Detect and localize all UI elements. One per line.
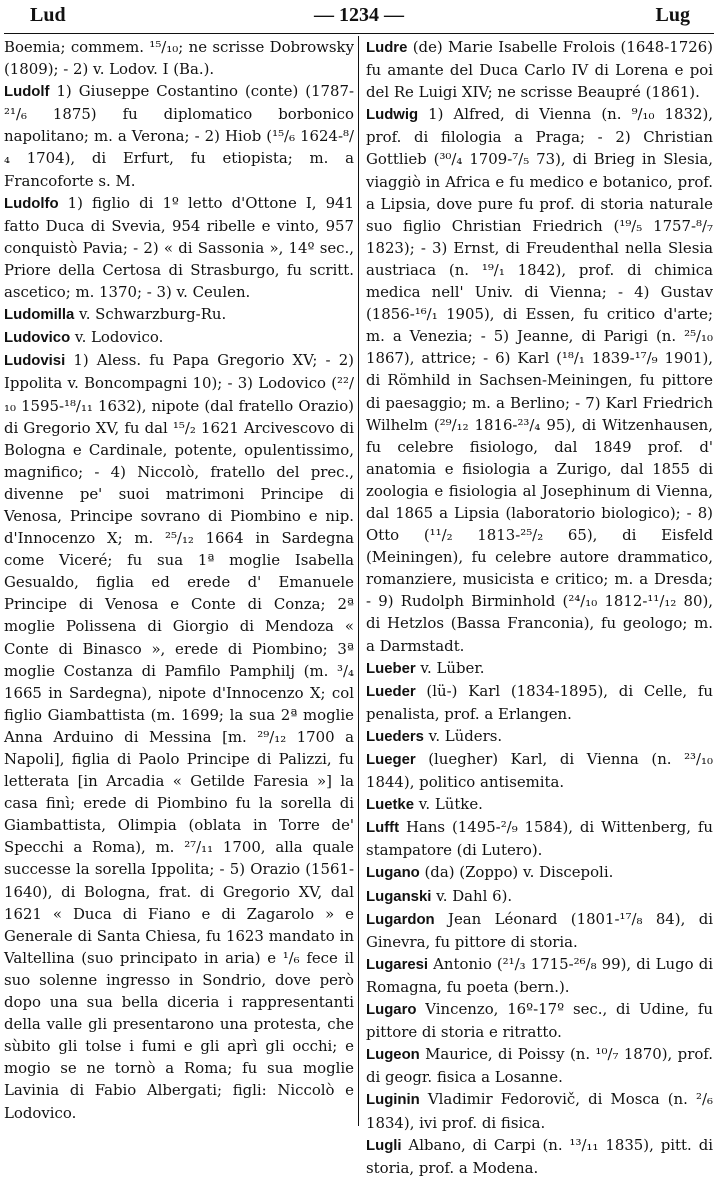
entry-headword: Ludomilla: [4, 307, 75, 324]
entry-text: Boemia; commem. ¹⁵/₁₀; ne scrisse Dobrowsky (1809); - 2) v. Lodov. I (Ba.).: [4, 38, 354, 79]
entry-headword: Ludolf: [4, 84, 50, 101]
entry-text: (lü-) Karl (1834-1895), di Celle, fu penalista, prof. a Erlangen.: [366, 681, 713, 723]
entry-text: (luegher) Karl, di Vienna (n. ²³/₁₀ 1844), politico antisemita.: [366, 750, 713, 792]
entry-text: Maurice, di Poissy (n. ¹⁰/₇ 1870), prof. di geogr. fisica a Losanne.: [366, 1045, 713, 1087]
dictionary-entry: [4, 192, 354, 303]
right-column: [366, 36, 713, 1177]
entry-text: v. Lodovico.: [70, 328, 164, 347]
dictionary-entry: [4, 80, 354, 191]
header-left-guideword: Lud: [30, 4, 66, 26]
entry-text: (da) (Zoppo) v. Discepoli.: [419, 863, 614, 882]
entry-text: 1) Aless. fu Papa Gregorio XV; - 2) Ippolita v. Boncompagni 10); - 3) Lodovico (²²/₁₀ 1595-¹⁸/₁₁ 1632), nipote (dal fratello Orazio) di Gregorio XV, fu dal ¹⁵/₂ 1621 Arcivescovo di Bologna e Cardinale, potente, opulentissimo, magnifico; - 4) Niccolò, fratello del prec., divenne pe' suoi matrimoni Principe di Venosa, Principe sovrano di Piombino e nip. d'Innocenzo X; m. ²⁵/₁₂ 1664 in Sardegna come Viceré; fu sua 1ª moglie Isabella Gesualdo, figlia ed erede d' Emanuele Principe di Venosa e Conte di Conza; 2ª moglie Polissena di Giorgio di Mendoza « Conte di Binasco », erede di Piombino; 3ª moglie Costanza di Pamfilo Pamphilj (m. ³/₄ 1665 in Sardegna), nipote d'Innocenzo X; col figlio Giambattista (m. 1699; la sua 2ª moglie Anna Arduino di Messina [m. ²⁹/₁₂ 1700 a Napoli], figlia di Paolo Principe di Palizzi, fu letterata [in Arcadia « Getilde Faresia »] la casa finì; erede di Piombino fu la sorella di Giambattista, Olimpia (oblata in Torre de' Specchi a Roma), m. ²⁷/₁₁ 1700, alla quale successe la sorella Ippolita; - 5) Orazio (1561-1640), di Bologna, frat. di Gregorio XV, dal 1621 « Duca di Fiano e di Zagarolo » e Generale di Santa Chiesa, fu 1623 mandato in Valtellina (suo principato in aria) e ¹/₆ fece il suo solenne ingresso in Sondrio, dove però dopo una sua bella diceria i rappresentanti della valle gli presentarono una protesta, che sùbito gli tolse i fumi e gli aprì gli occhi; e mogio se ne tornò a Roma; fu sua moglie Lavinia di Fabio Albergati; figli: Niccolò e Lodovico.: [4, 351, 354, 1122]
entry-text: Vincenzo, 16º-17º sec., di Udine, fu pittore di storia e ritratto.: [366, 1000, 713, 1042]
header-right-guideword: Lug: [655, 4, 690, 26]
dictionary-entry: [366, 861, 713, 884]
entry-headword: Lugaro: [366, 1002, 417, 1019]
entry-text: v. Lüber.: [415, 658, 485, 677]
entry-headword: Lugaresi: [366, 956, 429, 973]
entry-headword: Lueders: [366, 728, 424, 745]
entry-text: 1) figlio di 1º letto d'Ottone I, 941 fatto Duca di Svevia, 954 ribelle e vinto, 957 conquistò Pavia; - 2) « di Sassonia », 14º sec., Priore della Certosa di Strasburgo, fu scritt. ascetico; m. 1370; - 3) v. Ceulen.: [4, 193, 354, 302]
entry-headword: Lugardon: [366, 911, 435, 928]
entry-text: v. Lüders.: [423, 726, 503, 745]
dictionary-entry: [366, 657, 713, 680]
entry-headword: Luginin: [366, 1092, 420, 1109]
dictionary-entry: [366, 885, 713, 908]
dictionary-entry: [4, 349, 354, 1123]
header-rule: [4, 33, 714, 34]
dictionary-entry: [366, 908, 713, 953]
dictionary-entry: [366, 1134, 713, 1179]
entry-text: v. Schwarzburg-Ru.: [74, 305, 227, 324]
entry-headword: Lueger: [366, 752, 416, 768]
entry-headword: Ludovico: [4, 330, 71, 347]
entry-text: Antonio (²¹/₃ 1715-²⁶/₈ 99), di Lugo di Romagna, fu poeta (bern.).: [366, 954, 713, 996]
entry-headword: Luetke: [366, 797, 414, 814]
entry-text: 1) Giuseppe Costantino (conte) (1787-²¹/₆ 1875) fu diplomatico borbonico napolitano; m. a Verona; - 2) Hiob (¹⁵/₆ 1624-⁸/₄ 1704), di Erfurt, fu etiopista; m. a Francoforte s. M.: [4, 82, 354, 190]
entry-headword: Lugli: [366, 1137, 402, 1154]
left-column: [4, 36, 354, 1132]
entry-headword: Ludolfo: [4, 195, 59, 212]
dictionary-entry: [4, 36, 354, 80]
entry-text: 1) Alfred, di Vienna (n. ⁹/₁₀ 1832), prof. di filologia a Praga; - 2) Christian Gottlieb (³⁰/₄ 1709-⁷/₅ 73), di Brieg in Slesia, viaggiò in Africa e fu medico e botanico, prof. a Lipsia, dove pure fu prof. di storia naturale suo figlio Christian Friedrich (¹⁹/₅ 1757-⁸/₇ 1823); - 3) Ernst, di Freudenthal nella Slesia austriaca (n. ¹⁹/₁ 1842), prof. di chimica medica nell' Univ. di Vienna; - 4) Gustav (1856-¹⁶/₁ 1905), di Essen, fu critico d'arte; m. a Venezia; - 5) Jeanne, di Parigi (n. ²⁵/₁₀ 1867), attrice; - 6) Karl (¹⁸/₁ 1839-¹⁷/₉ 1901), di Römhild in Sachsen-Meiningen, fu pittore di paesaggio; m. a Berlino; - 7) Karl Friedrich Wilhelm (²⁹/₁₂ 1816-²³/₄ 95), di Witzenhausen, fu celebre fisiologo, dal 1849 prof. d' anatomia e fisiologia a Zurigo, dal 1855 di zoologia e fisiologia al Josephinum di Vienna, dal 1865 a Lipsia (laboratorio biologico); - 8) Otto (¹¹/₂ 1813-²⁵/₂ 65), di Eisfeld (Meiningen), fu celebre autore drammatico, romanziere, musicista e critico; m. a Dresda; - 9) Rudolph Birminhold (²⁴/₁₀ 1812-¹¹/₁₂ 80), di Hetzlos (Bassa Franconia), fu geologo; m. a Darmstadt.: [366, 105, 713, 655]
entry-text: Jean Léonard (1801-¹⁷/₈ 84), di Ginevra, fu pittore di storia.: [366, 909, 713, 951]
entry-text: (de) Marie Isabelle Frolois (1648-1726) fu amante del Duca Carlo IV di Lorena e poi del Re Luigi XIV; ne scrisse Beaupré (1861).: [366, 38, 713, 102]
page-number: — 1234 —: [314, 4, 404, 26]
entry-text: Albano, di Carpi (n. ¹³/₁₁ 1835), pitt. di storia, prof. a Modena.: [366, 1135, 713, 1177]
dictionary-entry: [366, 748, 713, 793]
entry-headword: Luganski: [366, 888, 432, 905]
entry-text: Hans (1495-²/₉ 1584), di Wittenberg, fu stampatore (di Lutero).: [366, 818, 713, 860]
dictionary-entry: [366, 725, 713, 748]
entry-text: v. Lütke.: [414, 795, 483, 814]
dictionary-entry: [366, 103, 713, 656]
page-header: [0, 0, 718, 34]
entry-headword: Ludwig: [366, 107, 419, 124]
entry-headword: Lugano: [366, 865, 420, 882]
dictionary-entry: [4, 326, 354, 349]
entry-headword: Ludre: [366, 40, 408, 56]
dictionary-entry: [366, 1088, 713, 1133]
dictionary-entry: [366, 36, 713, 103]
dictionary-entry: [366, 953, 713, 998]
entry-headword: Lueber: [366, 660, 416, 677]
dictionary-entry: [366, 793, 713, 816]
dictionary-entry: [366, 816, 713, 861]
entry-text: v. Dahl 6).: [431, 886, 513, 905]
entry-headword: Lugeon: [366, 1047, 420, 1064]
entry-text: Vladimir Fedorovič, di Mosca (n. ²/₆ 1834), ivi prof. di fisica.: [366, 1090, 713, 1132]
entry-headword: Lueder: [366, 683, 416, 700]
dictionary-entry: [4, 303, 354, 326]
dictionary-entry: [366, 1043, 713, 1088]
entry-headword: Lufft: [366, 820, 400, 837]
column-divider: [358, 36, 359, 1126]
dictionary-entry: [366, 998, 713, 1043]
dictionary-entry: [366, 680, 713, 725]
entry-headword: Ludovisi: [4, 353, 66, 370]
